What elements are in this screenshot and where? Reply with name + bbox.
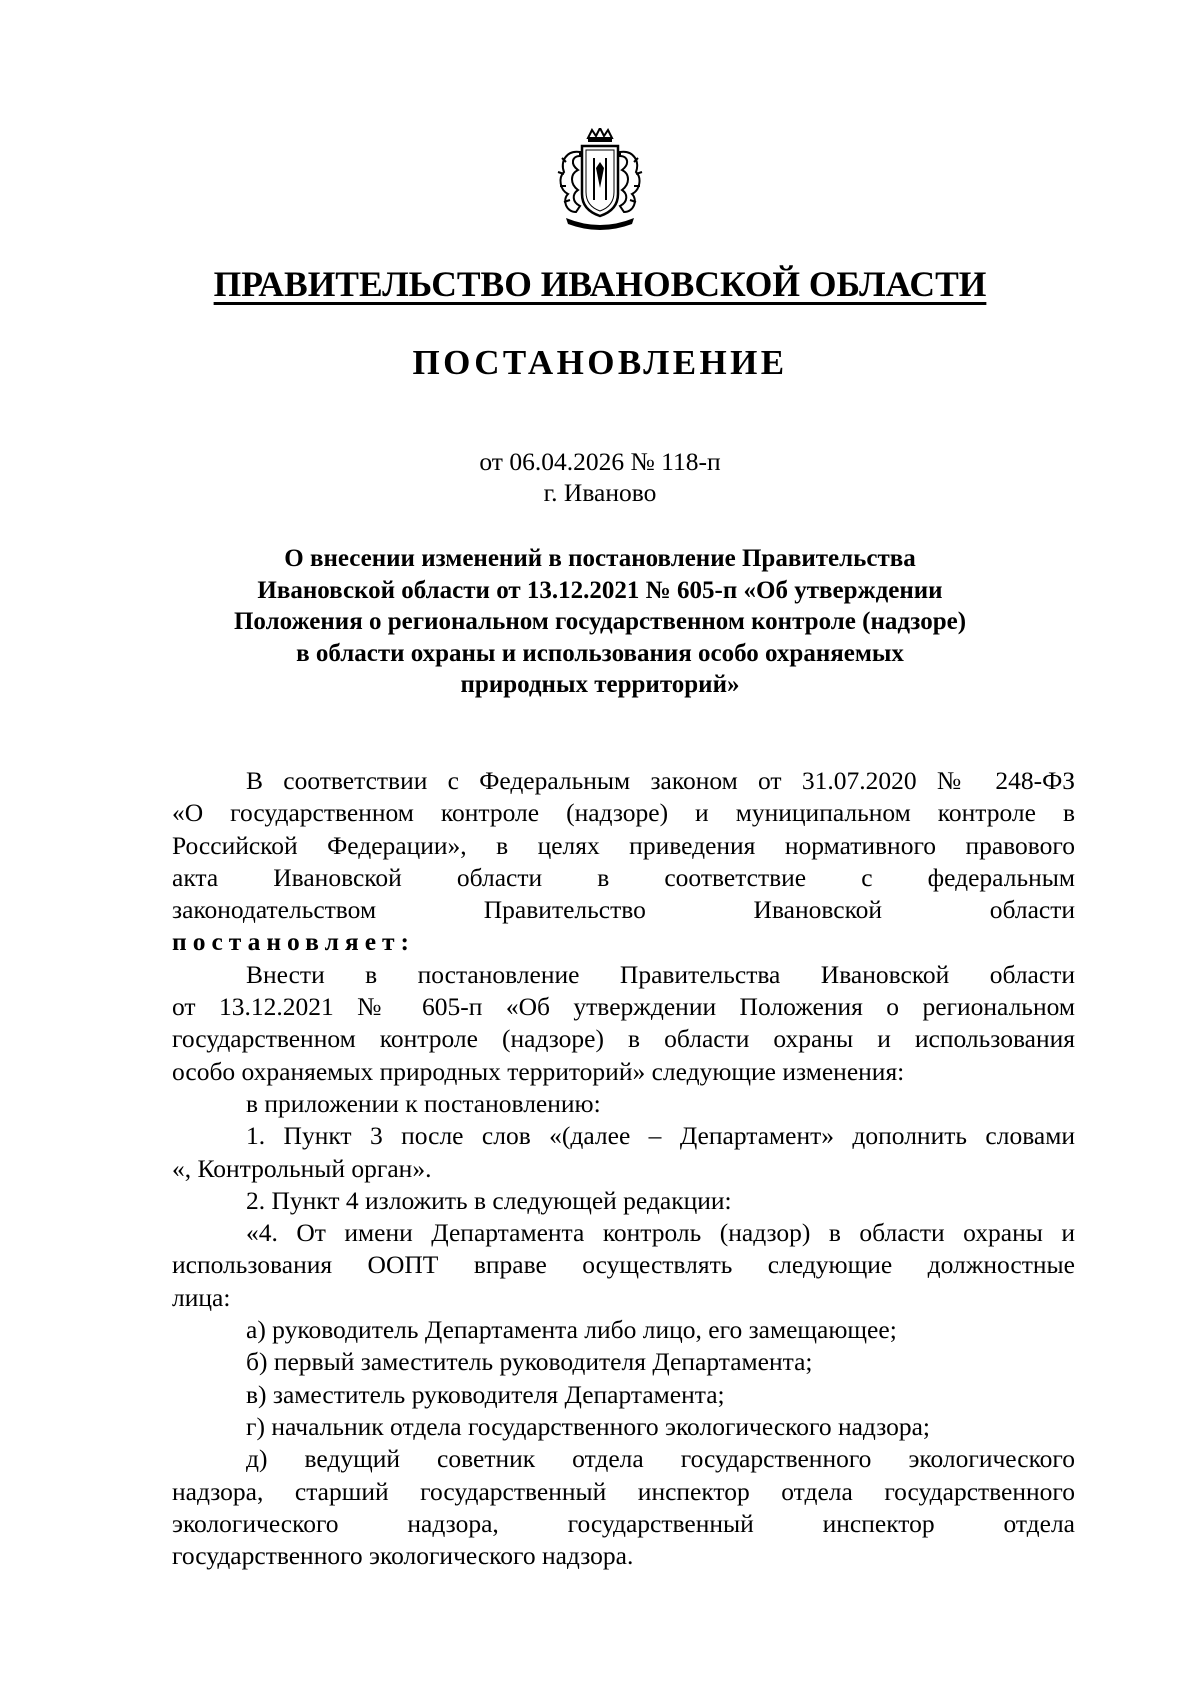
document-body — [172, 765, 1075, 1572]
document-title — [160, 543, 1040, 701]
body-line: Российской Федерации», в целях приведения нормативного правового — [172, 830, 1075, 860]
body-line: использования ООПТ вправе осуществлять следующие должностные — [172, 1250, 1075, 1280]
body-line: экологического надзора, государственный инспектор отдела — [172, 1508, 1075, 1538]
title-line: Положения о региональном государственном контроле (надзоре) — [233, 608, 967, 635]
body-line: 2. Пункт 4 изложить в следующей редакции: — [246, 1185, 732, 1215]
body-line: 1. Пункт 3 после слов «(далее – Департамент» дополнить словами — [246, 1121, 1075, 1151]
body-line: в) заместитель руководителя Департамента; — [246, 1379, 725, 1409]
coat-of-arms-icon — [552, 128, 648, 232]
government-heading: ПРАВИТЕЛЬСТВО ИВАНОВСКОЙ ОБЛАСТИ — [213, 264, 987, 304]
body-line: Внести в постановление Правительства Ивановской области — [246, 959, 1075, 989]
body-line: надзора, старший государственный инспектор отдела государственного — [172, 1476, 1075, 1506]
body-line: б) первый заместитель руководителя Департамента; — [246, 1347, 813, 1377]
body-line: д) ведущий советник отдела государственного экологического — [246, 1444, 1075, 1474]
body-line: государственном контроле (надзоре) в области охраны и использования — [172, 1024, 1075, 1054]
body-line: а) руководитель Департамента либо лицо, его замещающее; — [246, 1315, 897, 1345]
body-line: «4. От имени Департамента контроль (надзор) в области охраны и — [246, 1218, 1075, 1248]
body-line: «, Контрольный орган». — [172, 1153, 432, 1183]
title-line: Ивановской области от 13.12.2021 № 605-п «Об утверждении — [257, 576, 943, 604]
body-line: в приложении к постановлению: — [246, 1088, 601, 1118]
title-line: в области охраны и использования особо охраняемых — [296, 639, 904, 667]
body-line-decree: постановляет: — [172, 927, 416, 957]
body-line: В соответствии с Федеральным законом от 31.07.2020 № 248-ФЗ — [246, 766, 1075, 795]
coat-of-arms-emblem — [552, 128, 648, 232]
body-line: государственного экологического надзора. — [172, 1541, 634, 1571]
body-line: законодательством Правительство Ивановской области — [172, 895, 1075, 925]
body-line: акта Ивановской области в соответствие с федеральным — [172, 862, 1075, 892]
date-number: от 06.04.2026 № 118-п — [479, 447, 721, 476]
title-line: природных территорий» — [460, 671, 740, 698]
body-line: г) начальник отдела государственного экологического надзора; — [246, 1411, 931, 1441]
document-type: ПОСТАНОВЛЕНИЕ — [412, 343, 788, 382]
body-line: от 13.12.2021 № 605-п «Об утверждении Положения о региональном — [172, 992, 1075, 1022]
body-line: лица: — [172, 1282, 231, 1312]
body-line: особо охраняемых природных территорий» следующие изменения: — [172, 1056, 905, 1086]
title-line: О внесении изменений в постановление Правительства — [284, 545, 916, 572]
city: г. Иваново — [543, 478, 657, 507]
body-line: «О государственном контроле (надзоре) и муниципальном контроле в — [172, 798, 1075, 828]
